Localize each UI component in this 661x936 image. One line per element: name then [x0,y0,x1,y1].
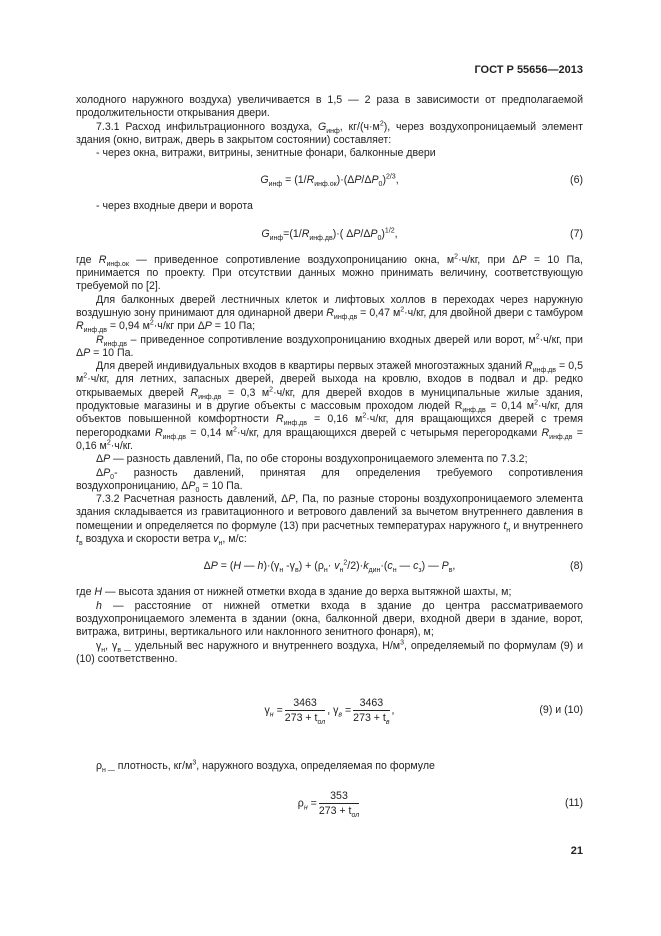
page-number: 21 [570,845,583,857]
paragraph: - через входные двери и ворота [96,200,253,213]
paragraph: 7.3.1 Расход инфильтрационного воздуха, $G_{инф}$, $кг/(ч\cdot м^2)$, через воздухопроницаемый элемент здания (окно, витраж, дверь в закрытом состоянии) составляет: [76,120,584,146]
formula-8: ΔP = (H — $h)\cdot(\gamma_н$ $-\gamma_в) + (\rho_н\cdot v_н^2/2)\cdot k_{дин}\cdot(c_н$ — $c_з$) — $P_в$, (8) [76,555,583,577]
paragraph: $\Delta P_0-$ разность давлений, принятая для определения требуемого сопротивления воздухопроницанию, $\Delta P_0 = 10$ Па. [76,466,583,494]
formula-9-10: $\gamma_н$ = $\frac{3463}{273 + t_{ол}}$ , $\gamma_в$ = $\frac{3463}{273 + t_в}$ , (9) и (10) [264,697,583,727]
paragraph: Для дверей индивидуальных входов в квартиры первых этажей многоэтажных зданий $R_{инф.дв} = 0,5$ $м^2\cdot ч/кг$, для летних, запасных дверей, дверей выхода на кровлю, входов в подвал и др. редко открываемых дверей $R_{инф.дв} = 0,3$ $м^2\cdot ч/кг$, для дверей входов в муниципальные жилые здания, продуктовые магазины и в другие объекты с массовым проходом людей $R_{инф.дв} = 0,14$ $м^2\cdot ч/кг$, для объектов повышенной комфортности $R_{инф.дв} = 0,16$ $м^2\cdot ч/кг$, для вращающихся дверей с тремя перегородками $R_{инф.дв} = 0,14$ $м^2\cdot ч/кг$, для вращающихся дверей с четырьмя перегородками $R_{инф.дв} = 0,16$ $м^2\cdot ч/кг$. [76,360,584,452]
paragraph: $\gamma_н$, $\gamma_{в —}$ удельный вес наружного и внутреннего воздуха, $Н/м^3$, определяемый по формулам (9) и (10) соответственно. [76,638,583,665]
formula-number: (9) и (10) [539,704,583,717]
fraction-numerator: 3463 [285,696,325,711]
paragraph: h — расстояние от нижней отметки входа в здание до центра рассматриваемого воздухопроницаемого элемента в здании (окна, балконной двери, входной двери в здание, ворот, витража, витрины, вертикального или наклонного зенитного фонаря), м; [76,599,583,639]
paragraph: где H — высота здания от нижней отметки входа в здание до верха вытяжной шахты, м; [76,586,512,599]
fraction-numerator: 3463 [353,696,389,711]
fraction-denominator: 273 + t [318,805,352,818]
formula-number: (6) [570,174,583,187]
paragraph: Для балконных дверей лестничных клеток и лифтовых холлов в переходах через наружную воздушную зону принимают для одинарной двери $R_{инф.дв} = 0,47$ $м^2\cdot ч/кг$, для двойной двери с тамбуром $R_{инф.дв} = 0,94$ $м^2\cdot ч/кг$ при ΔP = 10 Па; [76,293,584,335]
paragraph: холодного наружного воздуха) увеличивается в 1,5 — 2 раза в зависимости от предполагаемой продолжительности открывания двери. [76,94,583,120]
formula-11: $\rho_н$ = $\frac{353}{273 + t_{ол}}$ (11) [297,790,583,820]
formula-7: $G_{инф}=(1/R_{инф.дв})\cdot$( $\Delta P/\Delta P_0)^{1/2}$, (7) [76,223,583,245]
paragraph: $\rho_{н —}$ плотность, $кг/м^3$, наружного воздуха, определяемая по формуле [96,759,435,775]
paragraph: - через окна, витражи, витрины, зенитные фонари, балконные двери [96,147,436,160]
paragraph: ΔP — разность давлений, Па, по обе стороны воздухопроницаемого элемента по 7.3.2; [96,453,528,466]
formula-number: (7) [570,227,583,240]
fraction-denominator: 273 + t [284,712,318,725]
paragraph: 7.3.2 Расчетная разность давлений, ΔP, Па, по разные стороны воздухопроницаемого элемента здания складывается из гравитационного и ветрового давлений за вычетом внутреннего давления в помещении и определяется по формуле (13) при расчетных температурах наружного $t_н$ и внутреннего $t_в$ воздуха и скорости ветра $v_н$, м/с: [76,493,583,548]
document-header: ГОСТ Р 55656—2013 [474,64,583,76]
paragraph: где $R_{инф.ок}$ — приведенное сопротивление воздухопроницанию окна, $м^2\cdot ч/кг$, при ΔP = 10 Па, принимается по проекту. При отсутствии данных можно принимать величину, соответствующую требуемой по [2]. [76,253,583,293]
formula-number: (8) [570,560,583,573]
formula-6: $G_{инф} = (1/R_{инф.ок})\cdot(\Delta P/\Delta P_0)^{2/3}$, (6) [76,169,583,191]
fraction-denominator: 273 + t [353,712,386,725]
fraction-numerator: 353 [319,789,359,804]
paragraph: $R_{инф.дв}$ – приведенное сопротивление воздухопроницанию входных дверей или ворот, $м^2\cdot ч/кг$, при ΔP = 10 Па. [76,333,583,359]
formula-number: (11) [564,797,583,810]
page-body [76,94,583,825]
